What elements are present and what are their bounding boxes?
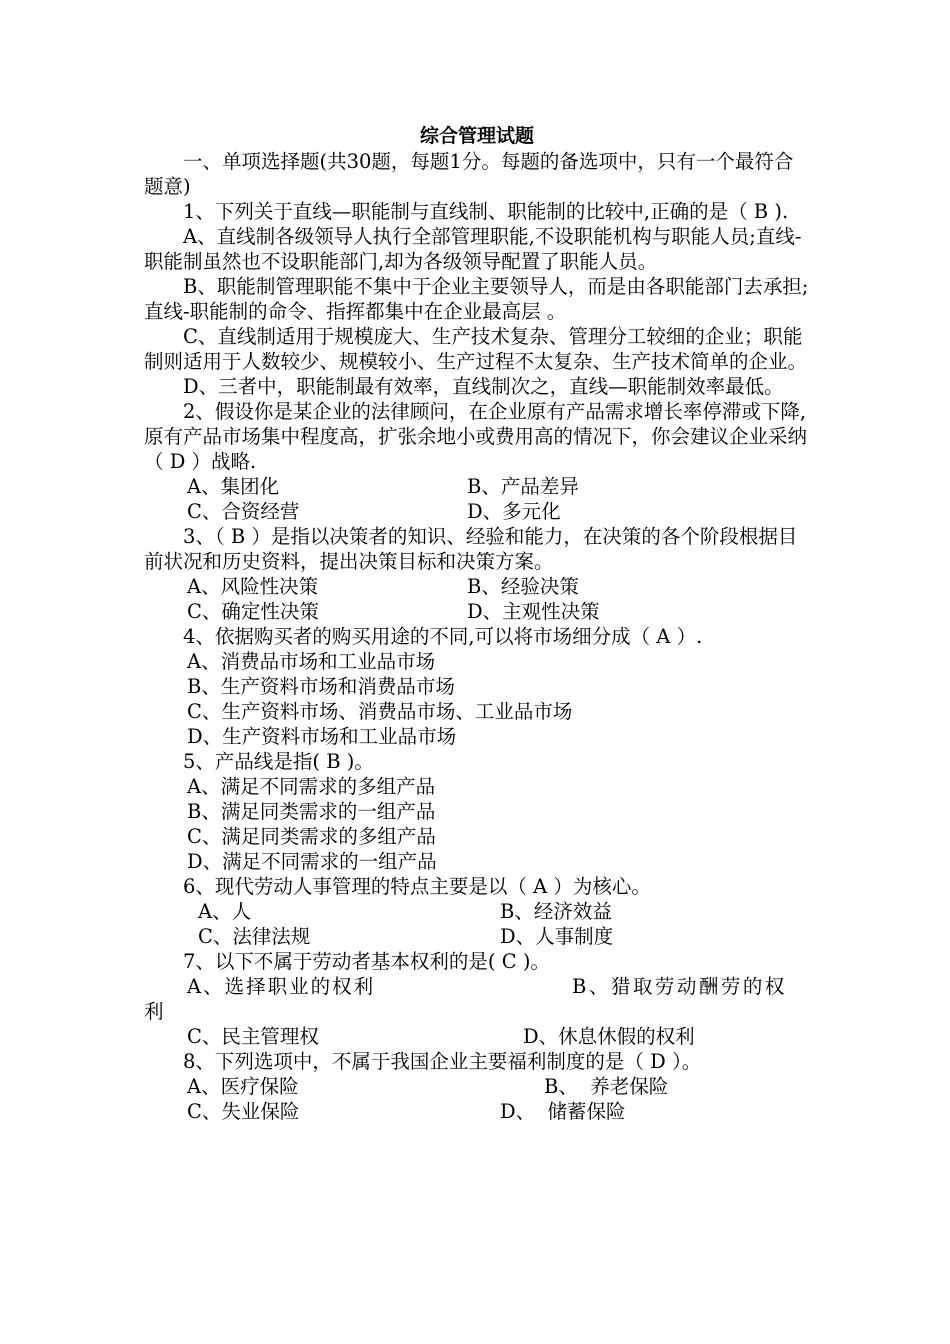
question-2-option-a: A、集团化 (187, 475, 280, 498)
question-7-option-a: A、选择职业的权利 (187, 975, 376, 998)
question-6-option-b: B、经济效益 (500, 900, 612, 923)
question-6-option-c: C、法律法规 (198, 925, 311, 948)
question-3-option-a: A、风险性决策 (187, 575, 319, 598)
question-8-options-row-2 (144, 1099, 810, 1124)
question-4-option-d: D、生产资料市场和工业品市场 (187, 725, 457, 748)
question-3-option-c: C、确定性决策 (187, 600, 319, 623)
question-2-options-row-2 (144, 499, 810, 524)
question-7-option-c: C、民主管理权 (187, 1025, 319, 1048)
question-5-stem: 5、产品线是指( B )。 (183, 750, 374, 773)
question-8-option-c: C、失业保险 (187, 1100, 300, 1123)
question-3-stem: 3、（ B ）是指以决策者的知识、经验和能力，在决策的各个阶段根据目前状况和历史资料，提出决策目标和决策方案。 (144, 525, 798, 573)
question-1-option-d: D、三者中，职能制最有效率，直线制次之，直线—职能制效率最低。 (183, 375, 784, 398)
page-title: 综合管理试题 (419, 125, 534, 147)
question-6-stem: 6、现代劳动人事管理的特点主要是以（ A ）为核心。 (183, 875, 651, 898)
question-4-option-c: C、生产资料市场、消费品市场、工业品市场 (187, 700, 573, 723)
question-5-option-b: B、满足同类需求的一组产品 (187, 800, 436, 823)
question-5-option-d: D、满足不同需求的一组产品 (187, 850, 437, 873)
question-3-options-row-1 (144, 574, 810, 599)
question-3-option-b: B、经验决策 (467, 575, 579, 598)
question-5-option-a: A、满足不同需求的多组产品 (187, 775, 436, 798)
question-5-option-c: C、满足同类需求的多组产品 (187, 825, 436, 848)
question-4-option-b: B、生产资料市场和消费品市场 (187, 675, 455, 698)
question-1-option-a: A、直线制各级领导人执行全部管理职能,不设职能机构与职能人员;直线-职能制虽然也不设职能部门,却为各级领导配置了职能人员。 (144, 225, 802, 273)
question-2-option-b: B、产品差异 (467, 475, 579, 498)
question-6-option-d: D、人事制度 (500, 925, 614, 948)
question-7-option-b-wrap: 利 (144, 1000, 164, 1023)
question-3-option-d: D、主观性决策 (467, 600, 600, 623)
question-3-options-row-2 (144, 599, 810, 624)
question-1-option-b: B、职能制管理职能不集中于企业主要领导人，而是由各职能部门去承担;直线-职能制的命令、指挥都集中在企业最高层 。 (144, 275, 809, 323)
question-1-stem: 1、下列关于直线—职能制与直线制、职能制的比较中,正确的是（ B ). (183, 200, 789, 223)
question-7-options-row-1 (144, 974, 810, 999)
question-1-option-c: C、直线制适用于规模庞大、生产技术复杂、管理分工较细的企业；职能制则适用于人数较少、规模较小、生产过程不太复杂、生产技术简单的企业。 (144, 325, 808, 373)
question-2-stem: 2、假设你是某企业的法律顾问，在企业原有产品需求增长率停滞或下降,原有产品市场集中程度高，扩张余地小或费用高的情况下，你会建议企业采纳（ D ）战略. (144, 400, 808, 473)
question-8-option-d: D、 储蓄保险 (500, 1100, 626, 1123)
question-2-options-row-1 (144, 474, 810, 499)
question-6-option-a: A、人 (198, 900, 252, 923)
question-2-option-c: C、合资经营 (187, 500, 300, 523)
question-8-option-a: A、医疗保险 (187, 1075, 299, 1098)
question-4-stem: 4、依据购买者的购买用途的不同,可以将市场细分成（ A ）. (183, 625, 703, 648)
question-8-stem: 8、下列选项中，不属于我国企业主要福利制度的是（ D ）。 (183, 1050, 702, 1073)
question-7-options-row-2 (144, 1024, 810, 1049)
question-7-option-d: D、休息休假的权利 (523, 1025, 695, 1048)
question-7-stem: 7、以下不属于劳动者基本权利的是( C )。 (183, 950, 550, 973)
question-7-option-b: B、猎取劳动酬劳的权 (572, 975, 787, 998)
section-intro: 一、单项选择题(共30题，每题1分。每题的备选项中，只有一个最符合题意) (144, 150, 794, 198)
question-8-option-b: B、 养老保险 (544, 1075, 669, 1098)
question-4-option-a: A、消费品市场和工业品市场 (187, 650, 436, 673)
question-2-option-d: D、多元化 (467, 500, 561, 523)
question-6-options-row-1 (144, 899, 810, 924)
question-6-options-row-2 (144, 924, 810, 949)
question-8-options-row-1 (144, 1074, 810, 1099)
